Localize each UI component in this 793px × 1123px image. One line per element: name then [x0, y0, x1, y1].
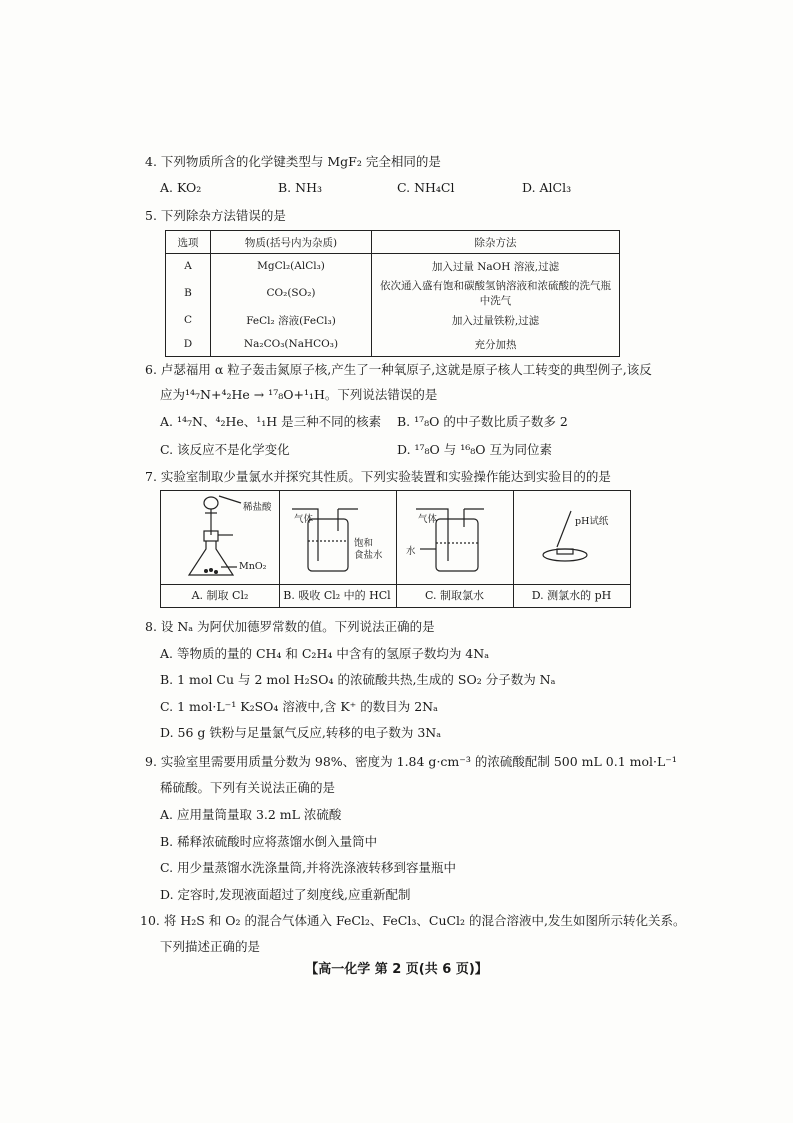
gas-absorption-bottle-icon	[396, 491, 513, 583]
q5-table	[165, 230, 620, 357]
table-row	[166, 278, 620, 308]
table-row	[166, 254, 620, 279]
table-row	[166, 308, 620, 332]
q6-option-b: B. ¹⁷₈O 的中子数比质子数多 2	[397, 414, 568, 429]
q6-stem-line1: 6. 卢瑟福用 α 粒子轰击氮原子核,产生了一种氧原子,这就是原子核人工转变的典型例子,该反	[145, 362, 652, 377]
table-row	[166, 332, 620, 357]
table-cell: 依次通入盛有饱和碳酸氢钠溶液和浓硫酸的洗气瓶中洗气	[372, 278, 620, 308]
table-cell: MgCl₂(AlCl₃)	[211, 254, 372, 279]
q7-stem: 7. 实验室制取少量氯水并探究其性质。下列实验装置和实验操作能达到实验目的的是	[145, 469, 611, 484]
table-cell: D	[166, 332, 211, 357]
q8-option-a: A. 等物质的量的 CH₄ 和 C₂H₄ 中含有的氢原子数均为 4Nₐ	[160, 646, 490, 661]
q7-panel-b	[278, 490, 397, 608]
label-ph-paper: pH试纸	[575, 516, 609, 527]
q8-option-b: B. 1 mol Cu 与 2 mol H₂SO₄ 的浓硫酸共热,生成的 SO₂ 分子数为 Nₐ	[160, 672, 556, 687]
q9-stem-line2: 稀硫酸。下列有关说法正确的是	[160, 780, 336, 795]
q7-caption-b: B. 吸收 Cl₂ 中的 HCl	[278, 584, 396, 607]
q4-stem: 4. 下列物质所含的化学键类型与 MgF₂ 完全相同的是	[145, 154, 441, 169]
q6-option-c: C. 该反应不是化学变化	[160, 442, 290, 457]
q7-panel-a	[160, 490, 280, 608]
table-cell: C	[166, 308, 211, 332]
q10-stem-line1: 10. 将 H₂S 和 O₂ 的混合气体通入 FeCl₂、FeCl₃、CuCl₂ 的混合溶液中,发生如图所示转化关系。	[140, 913, 686, 928]
table-cell: CO₂(SO₂)	[211, 278, 372, 308]
q8-stem: 8. 设 Nₐ 为阿伏加德罗常数的值。下列说法正确的是	[145, 619, 435, 634]
q6-option-a: A. ¹⁴₇N、⁴₂He、¹₁H 是三种不同的核素	[160, 414, 382, 429]
gas-wash-bottle-icon	[278, 491, 396, 583]
table-cell: 充分加热	[372, 332, 620, 357]
q7-caption-c: C. 制取氯水	[396, 584, 513, 607]
label-dilute-hcl: 稀盐酸	[243, 502, 272, 513]
table-cell: 加入过量铁粉,过滤	[372, 308, 620, 332]
label-gas: 气体	[294, 514, 314, 525]
q7-panel-d	[513, 490, 631, 608]
table-cell: B	[166, 278, 211, 308]
table-header: 除杂方法	[372, 231, 620, 254]
q8-option-d: D. 56 g 铁粉与足量氯气反应,转移的电子数为 3Nₐ	[160, 725, 442, 740]
q6-stem-line2: 应为¹⁴₇N+⁴₂He → ¹⁷₈O+¹₁H。下列说法错误的是	[160, 387, 438, 402]
table-cell: A	[166, 254, 211, 279]
q9-option-b: B. 稀释浓硫酸时应将蒸馏水倒入量筒中	[160, 834, 378, 849]
q8-option-c: C. 1 mol·L⁻¹ K₂SO₄ 溶液中,含 K⁺ 的数目为 2Nₐ	[160, 699, 438, 714]
label-gas: 气体	[418, 514, 438, 525]
label-saturated: 饱和	[354, 538, 374, 549]
q7-caption-a: A. 制取 Cl₂	[161, 584, 279, 607]
page-footer: 【高一化学 第 2 页(共 6 页)】	[305, 962, 488, 977]
q4-option-d: D. AlCl₃	[522, 180, 572, 195]
q10-stem-line2: 下列描述正确的是	[160, 939, 261, 954]
ph-paper-test-icon	[513, 491, 630, 583]
q9-option-c: C. 用少量蒸馏水洗涤量筒,并将洗涤液转移到容量瓶中	[160, 860, 457, 875]
table-cell: FeCl₂ 溶液(FeCl₃)	[211, 308, 372, 332]
q9-option-d: D. 定容时,发现液面超过了刻度线,应重新配制	[160, 887, 411, 902]
q9-stem-line1: 9. 实验室里需要用质量分数为 98%、密度为 1.84 g·cm⁻³ 的浓硫酸配制 500 mL 0.1 mol·L⁻¹	[145, 754, 677, 769]
q4-option-a: A. KO₂	[160, 180, 202, 195]
q7-caption-d: D. 测氯水的 pH	[513, 584, 630, 607]
q6-option-d: D. ¹⁷₈O 与 ¹⁶₈O 互为同位素	[397, 442, 553, 457]
q5-stem: 5. 下列除杂方法错误的是	[145, 208, 286, 223]
label-mno2: MnO₂	[239, 561, 267, 572]
q4-option-b: B. NH₃	[278, 180, 322, 195]
table-cell: 加入过量 NaOH 溶液,过滤	[372, 254, 620, 279]
table-header: 物质(括号内为杂质)	[211, 231, 372, 254]
table-cell: Na₂CO₃(NaHCO₃)	[211, 332, 372, 357]
label-brine: 食盐水	[354, 550, 383, 561]
label-water: 水	[406, 546, 416, 557]
q7-panel-c	[396, 490, 514, 608]
q4-option-c: C. NH₄Cl	[397, 180, 455, 195]
table-header: 选项	[166, 231, 211, 254]
q9-option-a: A. 应用量筒量取 3.2 mL 浓硫酸	[160, 807, 342, 822]
